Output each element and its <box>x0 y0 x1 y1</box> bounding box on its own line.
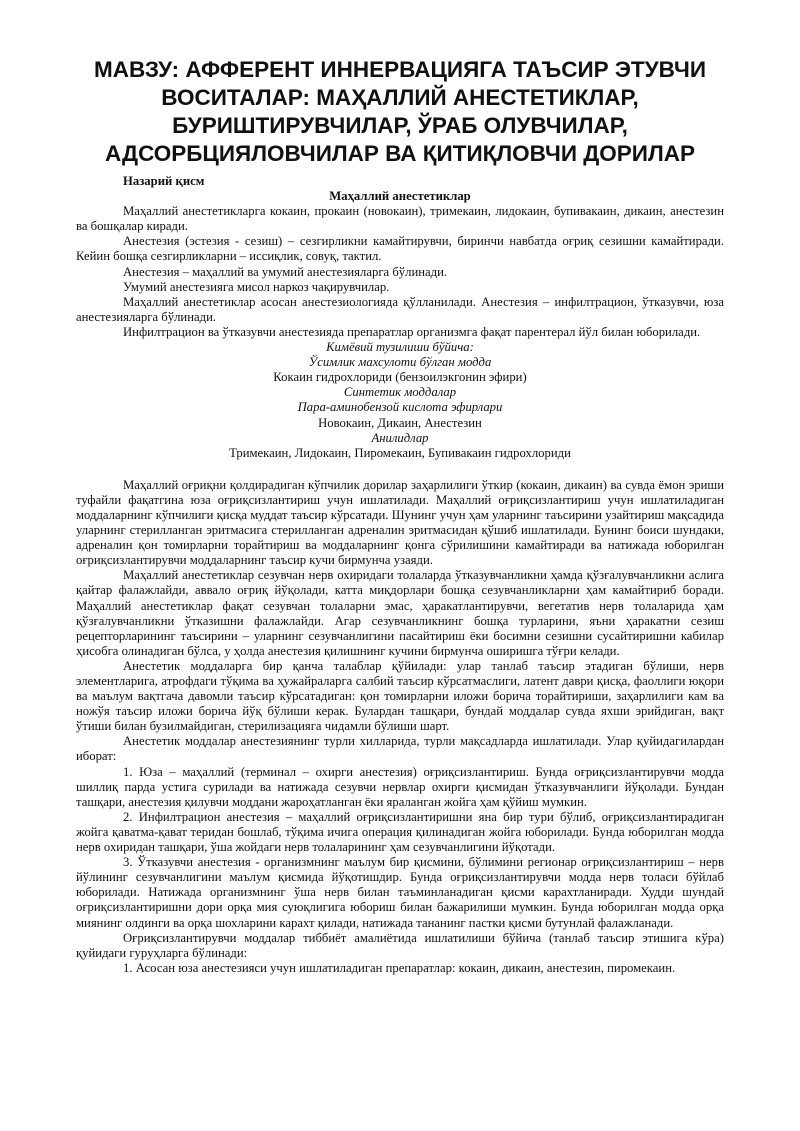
classification-block <box>76 340 724 461</box>
page-title <box>60 56 740 168</box>
classification-group-items: Кокаин гидрохлориди (бензоилэкгонин эфири) <box>273 370 527 385</box>
paragraph: Маҳаллий оғриқни қолдирадиган кўпчилик дорилар заҳарлилиги ўткир (кокаин, дикаин) ва сувда ёмон эриши туфайли фақатгина юза оғриқсизлантириш учун ишлатилади. Маҳаллий оғриқсизлантириш учун ишлатиладиган моддаларнинг кўпчилиги қисқа муддат таъсир кўрсатади. Шунинг учун ҳам уларнинг таъсирини узайтириш мақсадида уларнинг стерилланган эритмасига стерилланган адреналин эритмасидан қўшиб ишлатилади. Бунинг боиси шундаки, адреналин қон томирларни торайтириш ва моддаларнинг қонга сўрилишини камайтиради ва натижада юборилган оғриқсизлантирувчи моддаларнинг таъсир кучи бирмунча узаяди. <box>76 477 724 568</box>
paragraph: Анестетик моддаларга бир қанча талаблар қўйилади: улар танлаб таъсир этадиган бўлиши, нерв элементларига, атрофдаги тўқима ва ҳужайраларга салбий таъсир кўрсатмаслиги, латент даври қисқа, фаоллиги юқори ва маълум вақтгача давомли таъсир кўрсатадиган: қон томирларни иложи борича торайтириши, заҳарлилиги кам ва ножўя таъсир иложи борича йўқ бўлиши керак. Булардан ташқари, бундай моддалар сувда яхши эрийдиган, вақт ўтиши билан бузилмайдиган, стерилизацияга чидамли бўлиши шарт. <box>76 658 724 734</box>
classification-group-label: Ўсимлик махсулоти бўлган модда <box>308 355 492 370</box>
paragraph: Маҳаллий анестетикларга кокаин, прокаин (новокаин), тримекаин, лидокаин, бупивакаин, дикаин, анестезин ва бошқалар киради. <box>76 204 724 234</box>
title-line: АДСОРБЦИЯЛОВЧИЛАР ВА ҚИТИҚЛОВЧИ ДОРИЛАР <box>104 141 696 166</box>
section-heading: Маҳаллий анестетиклар <box>329 189 471 204</box>
paragraph: Анестезия (эстезия - сезиш) – сезгирликни камайтирувчи, биринчи навбатда оғриқ сезишни камайтиради. Кейин бошқа сезгирликларни – иссиқлик, совуқ, тактил. <box>76 234 724 264</box>
paragraph: Умумий анестезияга мисол наркоз чақирувчилар. <box>123 279 390 294</box>
title-line: БУРИШТИРУВЧИЛАР, ЎРАБ ОЛУВЧИЛАР, <box>172 113 628 138</box>
section-label: Назарий қисм <box>123 174 205 188</box>
paragraph: Анестезия – маҳаллий ва умумий анестезияларга бўлинади. <box>123 264 448 279</box>
classification-group-items: Новокаин, Дикаин, Анестезин <box>318 415 482 430</box>
paragraph: Анестетик моддалар анестезиянинг турли хилларида, турли мақсадларда ишлатилади. Улар қуйидагилардан иборат: <box>76 734 724 764</box>
numbered-list-item: 1. Асосан юза анестезияси учун ишлатиладиган препаратлар: кокаин, дикаин, анестезин, пиромекаин. <box>123 960 676 975</box>
spacer <box>76 461 724 478</box>
paragraph: Инфилтрацион ва ўтказувчи анестезияда препаратлар организмга фақат парентерал йўл билан юборилади. <box>123 324 701 339</box>
numbered-list-item: 2. Инфилтрацион анестезия – маҳаллий оғриқсизлантиришни яна бир тури бўлиб, оғриқсизлантирадиган жойга қаватма-қават теридан бошлаб, тўқима ичига операция қилинадиган жойга юборилади. Бунда юборилган модда нерв охиридан ташқари, ўша жойдаги нерв толаларининг ҳам сезувчанлигини йўқотади. <box>76 809 724 855</box>
numbered-list-item: 3. Ўтказувчи анестезия - организмнинг маълум бир қисмини, бўлимини регионар оғриқсизлантириш – нерв йўлининг сезувчанлигини маълум қисмида йўқотишдир. Бунда оғриқсизлантирувчи модда нерв толаси бўйлаб юборилади. Натижада организмнинг ўша нерв билан таъминланадиган қисми карахтланиради. Худди шундай оғриқсизлантиришни дори орқа мия суюқлигига юбориш билан бажарилиши мумкин. Бунда юборилган модда орқа миянинг олдинги ва орқа шохларини карахт қилади, натижада тананинг пастки қисми бутунлай фалажланади. <box>76 855 724 930</box>
classification-group-label: Синтетик моддалар <box>343 385 457 400</box>
classification-heading: Кимёвий тузилиши бўйича: <box>326 340 474 355</box>
title-line: ВОСИТАЛАР: МАҲАЛЛИЙ АНЕСТЕТИКЛАР, <box>161 85 639 110</box>
classification-subgroup-label: Пара-аминобензой кислота эфирлари <box>297 400 503 415</box>
document-body <box>76 174 724 976</box>
classification-group-items: Тримекаин, Лидокаин, Пиромекаин, Бупивакаин гидрохлориди <box>229 445 571 460</box>
title-line: МАВЗУ: АФФЕРЕНТ ИННЕРВАЦИЯГА ТАЪСИР ЭТУВЧИ <box>93 57 707 82</box>
paragraph: Оғриқсизлантирувчи моддалар тиббиёт амалиётида ишлатилиши бўйича (танлаб таъсир этишига кўра) қуйидаги гуруҳларга бўлинади: <box>76 930 724 960</box>
paragraph: Маҳаллий анестетиклар сезувчан нерв охиридаги толаларда ўтказувчанликни ҳамда қўзғалувчанликни аслига қайтар фалажлайди, аввало оғриқ йўқолади, катта миқдорлари бошқа сезувчанликларни ҳам камайтириб боради. Маҳаллий анестетиклар фақат сезувчан толаларни эмас, ҳаракатлантирувчи, вегетатив нерв толаларида ҳам қўзғалувчанликни ўтказишни фалажлайди. Агар сезувчанликнинг бошқа турларини, яъни ҳаракатни сезиш рецепторларининг таъсирини – уларнинг сезувчанлигини пасайтириш ёки босимни сезишни сусайтиришни кабилар ҳисобга олинадиган бўлса, у ҳолда анестезия қилишнинг кучини бирмунча оширишга тўғри келади. <box>76 568 724 658</box>
numbered-list-item: 1. Юза – маҳаллий (терминал – охирги анестезия) оғриқсизлантириш. Бунда оғриқсизлантирувчи модда шиллиқ парда устига сурилади ва натижада сезувчи нервлар охирги қисмидан ўтказувчанлиги йўқолади. Бундан ташқари, анестезия қилувчи моддани жароҳатланган ёки яраланган жойга ҳам қўйиш мумкин. <box>76 764 724 809</box>
classification-group-label: Анилидлар <box>371 430 429 445</box>
paragraph: Маҳаллий анестетиклар асосан анестезиологияда қўлланилади. Анестезия – инфилтрацион, ўтказувчи, юза анестезияларга бўлинади. <box>76 294 724 324</box>
